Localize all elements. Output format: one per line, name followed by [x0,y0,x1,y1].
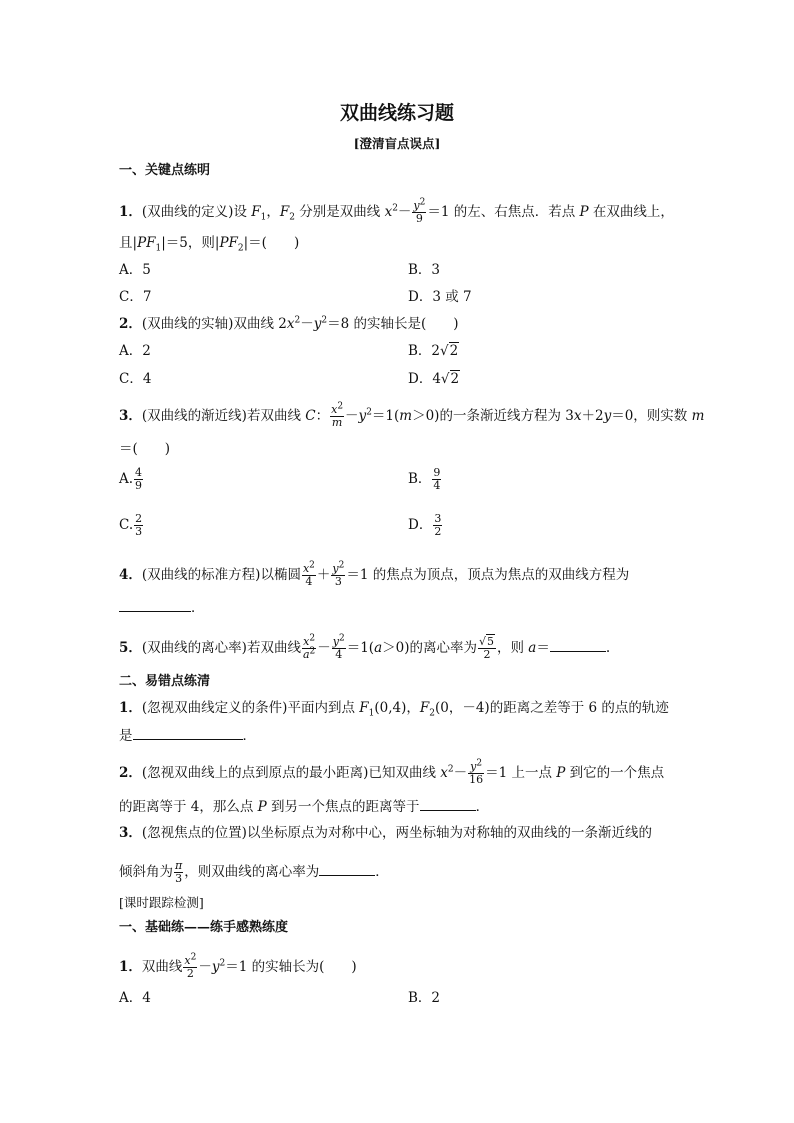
q-number: 1． [119,204,142,220]
q-text: (0，－4)的距离之差等于 6 的点的轨迹 [434,700,669,716]
denominator: 3 [334,575,342,588]
q-number: 3． [119,825,142,841]
question-1 [119,197,674,225]
question-3-line2: ＝( ) [119,441,171,457]
question-3 [119,401,705,429]
q-tag: (忽视焦点的位置) [141,825,247,841]
fraction [302,633,316,661]
q-text: 若双曲线 [246,408,306,424]
denominator: 9 [135,479,143,492]
option-d: D．4√2 [408,371,460,387]
question-5 [119,633,611,661]
section-heading: 一、关键点练明 [119,163,211,178]
superscript: 2 [447,764,454,775]
numerator: y [332,635,339,648]
question-e2 [119,758,665,786]
var: x [573,408,582,424]
superscript: 2 [419,197,426,208]
q-tag: (双曲线的实轴) [141,316,234,332]
option-d: D．3 或 7 [408,289,472,305]
answer-blank[interactable] [420,797,476,811]
q-text: 分别是双曲线 [294,204,385,220]
denominator: 2 [186,967,194,980]
question-e1-line2 [119,726,256,745]
subscript: 1 [260,212,267,223]
var: PF [137,235,156,251]
option-b [408,467,442,492]
q-text: ． [375,864,389,880]
option-text: B．2 [408,343,441,359]
denominator: 2 [483,648,491,661]
q-tag: (双曲线的离心率) [141,640,247,656]
var: F [251,204,261,220]
q-text: ＝1( [371,408,400,424]
superscript: 2 [294,315,301,326]
option-a: A．5 [119,262,151,278]
q-number: 3． [119,408,142,424]
fraction [134,467,143,492]
q-text: ． [475,799,490,815]
q-text: 双曲线 2 [233,316,287,332]
fraction [330,401,344,429]
answer-blank[interactable] [550,638,606,652]
option-label: D． [408,517,433,533]
section-heading: 一、基础练——练手感熟练度 [119,920,289,935]
q-number: 4． [119,567,142,583]
fraction [174,860,183,885]
var: P [579,204,589,220]
denominator: 2 [434,525,442,538]
q-text: 设 [233,204,252,220]
radicand: 2 [449,343,459,359]
q-text: ＝8 的实轴长是( ) [327,316,459,332]
var: F [359,700,369,716]
var: F [419,700,430,716]
fraction [332,633,346,661]
subscript: 2 [429,708,435,719]
var: y [313,316,322,332]
superscript: 2 [309,646,316,657]
q-text: 平面内到点 [287,700,360,716]
section-label: [澄清盲点误点] [353,136,441,151]
var: P [556,765,566,781]
option-c: C．7 [119,289,152,305]
option-label: C. [119,517,134,533]
var: y [603,408,612,424]
fraction [183,952,197,980]
numerator: π [175,859,183,872]
fraction [468,758,484,786]
answer-blank[interactable] [319,862,375,876]
numerator: 3 [434,512,442,525]
operator: － [317,640,331,656]
q-text: 以椭圆 [260,567,301,583]
q-text: 双曲线 [141,959,183,975]
denominator: 16 [469,773,484,786]
numerator: x [331,403,338,416]
fraction [331,560,345,588]
q-text: ＋2 [581,408,604,424]
superscript: 2 [476,758,483,769]
q-tag: (双曲线的定义) [141,204,234,220]
q-text: 到另一个焦点的距离等于 [266,799,420,815]
fraction [134,513,143,538]
superscript: 2 [338,633,345,644]
section-label: [课时跟踪检测] [119,895,204,910]
question-1-line2 [119,234,299,252]
question-e1 [119,699,669,717]
option-c: C．4 [119,371,152,387]
numerator: x [302,562,310,575]
answer-blank[interactable] [119,598,191,612]
numerator: 2 [135,512,143,525]
q-text: ＞0)的离心率为 [382,640,477,656]
var: x [440,765,448,781]
q-text: 倾斜角为 [119,864,173,880]
numerator: x [184,954,191,967]
option-b: B．3 [408,262,441,278]
q-text: ＝0，则实数 [611,408,692,424]
denominator: 4 [433,479,441,492]
q-text: (0,4)， [374,700,420,716]
subscript: 2 [289,212,295,223]
denominator: 3 [175,872,183,885]
var: F [279,204,290,220]
q-text: . [605,640,611,656]
q-text: |＝( ) [243,235,300,251]
var: m [691,408,705,424]
option-a: A．2 [119,343,151,359]
var: C [305,408,316,424]
fraction: $\frac{√5}{2}$ [478,635,494,661]
q-text: ： [315,408,330,424]
option-text: D．4 [408,371,441,387]
var: m [399,408,413,424]
q-number: 2． [119,316,142,332]
var: y [358,408,367,424]
superscript: 2 [338,560,345,571]
q-text: ． [191,600,205,616]
q-number: 1． [119,700,142,716]
var: x [384,204,393,220]
option-d [408,513,443,538]
fraction [412,197,426,225]
fraction [433,513,442,538]
superscript: 2 [392,203,398,214]
section-heading: 二、易错点练清 [119,674,211,689]
superscript: 2 [366,407,372,418]
q-text: 以坐标原点为对称中心，两坐标轴为对称轴的双曲线的一条渐近线的 [246,825,652,841]
question-e3-line2 [119,860,389,885]
var: a [374,640,383,656]
question-4 [119,560,630,588]
radicand: 2 [450,371,460,387]
q-tag: (双曲线的渐近线) [141,408,247,424]
operator: ＋ [316,567,331,583]
q-text: ，则 [497,640,529,656]
q-text: ＝ [536,640,550,656]
superscript: 2 [219,958,226,969]
q-text: ． [242,728,256,744]
q-tag: (忽视双曲线定义的条件) [141,700,288,716]
option-label: A. [119,471,134,487]
q-number: 2． [119,765,142,781]
answer-blank[interactable] [133,726,243,740]
var: a [528,640,537,656]
option-a: A．4 [119,990,151,1006]
q-text: |＝5，则| [161,235,220,251]
superscript: 2 [309,633,316,644]
denominator: 4 [335,648,343,661]
operator: － [453,765,468,781]
subscript: 2 [237,243,244,254]
option-c [119,513,144,538]
operator: － [345,408,359,424]
q-text: 到它的一个焦点 [565,765,665,781]
var: P [257,799,267,815]
operator: － [397,204,412,220]
operator: － [300,316,314,332]
q-text: ＞0)的一条渐近线方程为 3 [412,408,574,424]
q-text: 在双曲线上， [588,204,674,220]
page-title: 双曲线练习题 [339,102,454,124]
var: PF [219,235,238,251]
superscript: 2 [309,560,315,571]
question-2 [119,315,459,333]
answer-line [119,598,205,617]
q-tag: (忽视双曲线上的点到原点的最小距离) [141,765,369,781]
question-e3 [119,824,652,842]
q-text: 的距离等于 4，那么点 [119,799,258,815]
superscript: 2 [321,315,328,326]
q-text: ＝1 的焦点为顶点，顶点为焦点的双曲线方程为 [346,567,630,583]
question-b1 [119,952,357,980]
superscript: 2 [337,401,344,412]
numerator: y [470,760,477,773]
denominator: a [302,648,310,661]
denominator: 4 [305,575,313,588]
fraction [302,560,316,588]
numerator: 4 [135,466,143,479]
radicand: 5 [487,635,494,648]
q-text: ＝1 的左、右焦点．若点 [427,204,580,220]
var: y [211,959,220,975]
denominator: m [331,416,343,429]
q-number: 5． [119,640,142,656]
question-e2-line2 [119,797,489,816]
fraction [432,467,441,492]
q-text: 是 [119,728,133,744]
option-b: B．2√2 [408,343,459,359]
operator: － [198,959,212,975]
q-text: ＝1 的实轴长为( ) [225,959,357,975]
superscript: 2 [190,952,197,963]
option-a [119,467,144,492]
numerator: 9 [433,466,441,479]
subscript: 1 [368,708,375,719]
q-text: 若双曲线 [246,640,301,656]
subscript: 1 [155,243,162,254]
q-text: 已知双曲线 [368,765,441,781]
denominator: 3 [135,525,143,538]
q-text: ＝1 上一点 [485,765,557,781]
q-text: 且| [119,235,138,251]
q-tag: (双曲线的标准方程) [141,567,261,583]
option-b: B．2 [408,990,441,1006]
numerator: y [413,199,420,212]
numerator: y [332,562,339,575]
numerator: x [303,635,310,648]
q-number: 1． [119,959,142,975]
q-text: ， [266,204,280,220]
q-text: ＝1( [346,640,375,656]
denominator: 9 [415,212,423,225]
q-text: ，则双曲线的离心率为 [184,864,320,880]
var: x [286,316,295,332]
option-label: B． [408,471,432,487]
